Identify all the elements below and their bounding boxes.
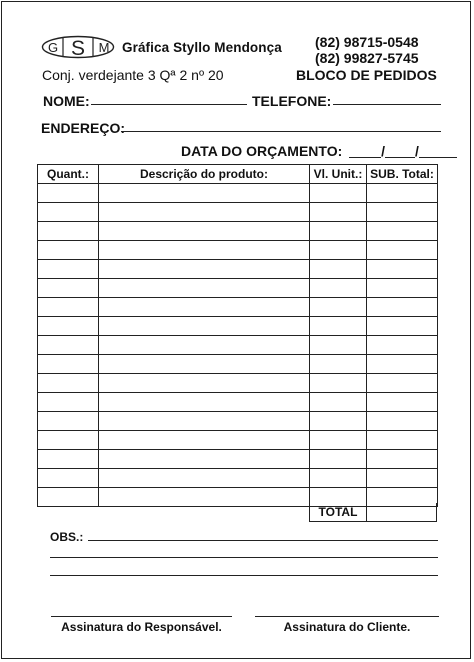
company-name: Gráfica Styllo Mendonça: [122, 40, 282, 55]
table-cell[interactable]: [38, 222, 99, 241]
table-cell[interactable]: [367, 317, 438, 336]
table-row: [38, 241, 438, 260]
table-header-row: [38, 165, 438, 184]
table-cell[interactable]: [38, 431, 99, 450]
table-cell[interactable]: [367, 450, 438, 469]
table-cell[interactable]: [310, 355, 367, 374]
logo-letter-m: M: [98, 40, 110, 55]
table-cell[interactable]: [99, 222, 310, 241]
table-cell[interactable]: [38, 260, 99, 279]
table-cell[interactable]: [310, 431, 367, 450]
table-row: [38, 355, 438, 374]
table-cell[interactable]: [99, 355, 310, 374]
table-row: [38, 298, 438, 317]
col-quantidade: Quant.:: [38, 165, 99, 184]
table-cell[interactable]: [99, 336, 310, 355]
table-cell[interactable]: [310, 222, 367, 241]
table-row: [38, 431, 438, 450]
table-cell[interactable]: [99, 393, 310, 412]
data-orcamento-row: [181, 143, 457, 159]
table-cell[interactable]: [310, 336, 367, 355]
telefone-label: TELEFONE:: [252, 93, 332, 109]
obs-line-2[interactable]: [50, 557, 438, 558]
endereco-field[interactable]: [121, 131, 441, 132]
table-row: [38, 450, 438, 469]
table-cell[interactable]: [99, 450, 310, 469]
company-address: Conj. verdejante 3 Qª 2 nº 20: [42, 67, 224, 83]
table-cell[interactable]: [38, 374, 99, 393]
table-cell[interactable]: [99, 241, 310, 260]
endereco-label: ENDEREÇO:: [41, 120, 126, 136]
obs-line-3[interactable]: [50, 575, 438, 576]
table-cell[interactable]: [38, 336, 99, 355]
table-row: [38, 222, 438, 241]
table-row: [38, 184, 438, 203]
gsm-logo: [41, 35, 115, 59]
table-cell[interactable]: [310, 374, 367, 393]
table-row: [38, 317, 438, 336]
table-row: [38, 374, 438, 393]
table-row: [38, 336, 438, 355]
table-cell[interactable]: [310, 203, 367, 222]
nome-field[interactable]: [91, 104, 247, 105]
date-separator: /: [415, 143, 419, 159]
table-cell[interactable]: [38, 317, 99, 336]
table-cell[interactable]: [99, 298, 310, 317]
table-cell[interactable]: [99, 488, 310, 507]
form-title: BLOCO DE PEDIDOS: [296, 67, 437, 83]
logo-letter-s: S: [70, 37, 86, 59]
table-cell[interactable]: [367, 336, 438, 355]
table-row: [38, 260, 438, 279]
table-cell[interactable]: [310, 469, 367, 488]
table-cell[interactable]: [367, 279, 438, 298]
data-label: DATA DO ORÇAMENTO:: [181, 143, 343, 159]
table-cell[interactable]: [38, 450, 99, 469]
total-value-cell[interactable]: [366, 503, 437, 522]
signature-responsible-label: Assinatura do Responsável.: [61, 620, 222, 634]
table-row: [38, 469, 438, 488]
table-cell[interactable]: [310, 393, 367, 412]
table-cell[interactable]: [310, 317, 367, 336]
table-cell[interactable]: [99, 469, 310, 488]
table-cell[interactable]: [367, 393, 438, 412]
table-cell[interactable]: [310, 298, 367, 317]
table-cell[interactable]: [38, 412, 99, 431]
table-cell[interactable]: [99, 374, 310, 393]
table-row: [38, 279, 438, 298]
table-cell[interactable]: [367, 374, 438, 393]
table-cell[interactable]: [367, 184, 438, 203]
table-cell[interactable]: [367, 203, 438, 222]
table-cell[interactable]: [99, 184, 310, 203]
table-cell[interactable]: [367, 298, 438, 317]
table-cell[interactable]: [367, 355, 438, 374]
phone-1: (82) 98715-0548: [315, 34, 419, 50]
table-cell[interactable]: [99, 203, 310, 222]
table-cell[interactable]: [310, 450, 367, 469]
col-valor-unitario: Vl. Unit.:: [310, 165, 367, 184]
obs-label: OBS.:: [50, 530, 84, 544]
table-cell[interactable]: [38, 355, 99, 374]
date-month-field[interactable]: [385, 156, 415, 158]
table-row: [38, 203, 438, 222]
table-cell[interactable]: [310, 412, 367, 431]
table-row: [38, 412, 438, 431]
obs-line-1[interactable]: [88, 540, 438, 541]
table-cell[interactable]: [310, 184, 367, 203]
date-year-field[interactable]: [419, 156, 457, 158]
table-cell[interactable]: [99, 317, 310, 336]
phone-2: (82) 99827-5745: [315, 50, 419, 66]
table-cell[interactable]: [99, 431, 310, 450]
table-cell[interactable]: [99, 279, 310, 298]
signature-line-client[interactable]: [255, 616, 439, 617]
table-cell[interactable]: [38, 298, 99, 317]
table-cell[interactable]: [310, 279, 367, 298]
telefone-field[interactable]: [333, 104, 441, 105]
table-cell[interactable]: [367, 222, 438, 241]
col-subtotal: SUB. Total:: [367, 165, 438, 184]
logo-letter-g: G: [47, 40, 59, 55]
table-row: [38, 393, 438, 412]
items-table-body: [38, 184, 438, 507]
table-cell[interactable]: [38, 488, 99, 507]
table-cell[interactable]: [99, 260, 310, 279]
date-separator: /: [381, 143, 386, 159]
table-cell[interactable]: [367, 260, 438, 279]
table-cell[interactable]: [367, 412, 438, 431]
items-table: [37, 164, 438, 507]
table-cell[interactable]: [367, 431, 438, 450]
table-cell[interactable]: [367, 469, 438, 488]
table-cell[interactable]: [310, 241, 367, 260]
table-cell[interactable]: [38, 279, 99, 298]
table-cell[interactable]: [310, 260, 367, 279]
table-cell[interactable]: [367, 241, 438, 260]
table-cell[interactable]: [38, 184, 99, 203]
date-day-field[interactable]: [349, 156, 381, 158]
table-cell[interactable]: [38, 241, 99, 260]
signature-line-responsible[interactable]: [51, 616, 232, 617]
table-cell[interactable]: [38, 393, 99, 412]
table-cell[interactable]: [38, 469, 99, 488]
nome-label: NOME:: [43, 93, 90, 109]
table-cell[interactable]: [99, 412, 310, 431]
col-descricao: Descrição do produto:: [99, 165, 310, 184]
total-label: TOTAL: [309, 503, 367, 522]
signature-client-label: Assinatura do Cliente.: [283, 620, 411, 634]
table-cell[interactable]: [38, 203, 99, 222]
